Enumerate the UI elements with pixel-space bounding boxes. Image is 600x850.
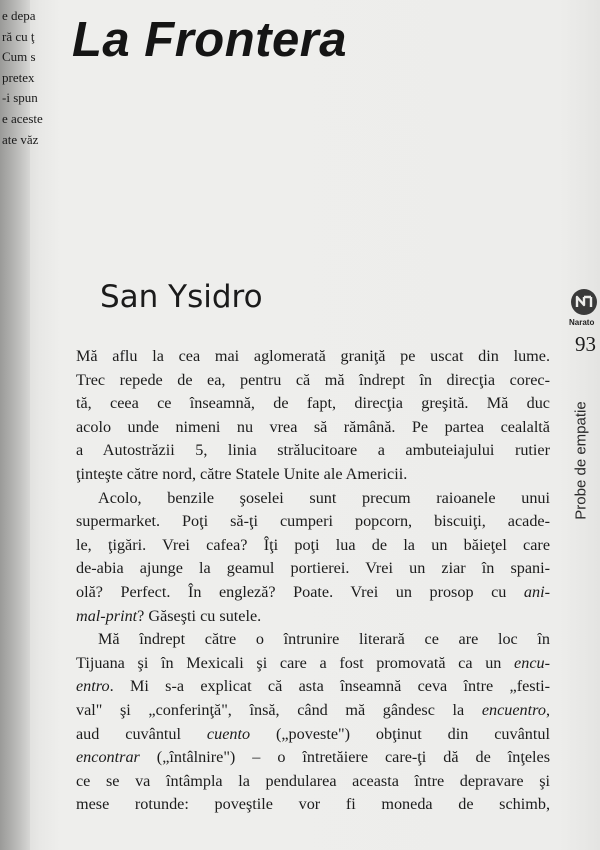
section-title: San Ysidro xyxy=(100,279,263,315)
text-line: ţinteşte către nord, către Statele Unite ale Americii. xyxy=(76,464,408,483)
text-line: mal-print? Găseşti cu sutele. xyxy=(76,606,262,625)
page-number: 93 xyxy=(575,332,596,356)
text-line: le, ţigări. Vrei cafea? Îţi poţi lua de la un băieţel care xyxy=(76,535,550,554)
previous-page-fragment: ră cu ţ xyxy=(2,28,35,44)
text-line: acolo unde nimeni nu vrea să rămână. Pe partea cealaltă xyxy=(76,417,550,436)
text-line: aud cuvântul cuento („poveste") obţinut din cuvântul xyxy=(76,724,550,743)
text-line: tă, ceea ce înseamnă, de fapt, direcţia greşită. Mă duc xyxy=(76,394,550,413)
text-line: Mă îndrept către o întrunire literară ce are loc în xyxy=(98,630,550,649)
previous-page-text-fragments xyxy=(0,0,43,150)
chapter-title: La Frontera xyxy=(72,13,348,67)
previous-page-fragment: e aceste xyxy=(2,110,43,126)
text-line: ce se va întâmpla la pendularea aceasta între depravare şi xyxy=(76,771,550,790)
text-line: olă? Perfect. În engleză? Poate. Vrei un prosop cu ani- xyxy=(76,582,550,601)
previous-page-fragment: e depa xyxy=(2,8,36,23)
text-line: Trec repede de ea, pentru că mă îndrept în direcţia corec- xyxy=(76,370,550,389)
text-line: Tijuana şi în Mexicali şi care a fost promovată ca un encu- xyxy=(76,653,550,672)
narator-logo-icon xyxy=(569,287,599,317)
publisher-label: Narato xyxy=(569,318,595,327)
text-line: de-abia ajunge la geamul portierei. Vrei un ziar în spani- xyxy=(76,559,550,578)
previous-page-fragment: Cum s xyxy=(2,49,36,65)
text-line: a Autostrăzii 5, linia strălucitoare a ambuteiajului rutier xyxy=(76,441,550,460)
running-head: Probe de empatie xyxy=(572,401,590,520)
text-line: supermarket. Poţi să-ţi cumperi popcorn, biscuiţi, acade- xyxy=(76,512,550,531)
text-line: encontrar („întâlnire") – o întretăiere care-ţi dă de înţeles xyxy=(76,748,550,767)
body-text xyxy=(76,345,550,817)
text-line: Acolo, benzile şoselei sunt precum raioanele unui xyxy=(98,488,550,507)
text-line: mese rotunde: poveştile vor fi moneda de schimb, xyxy=(76,795,550,814)
previous-page-fragment: -i spun xyxy=(2,90,38,106)
previous-page-edge xyxy=(0,0,43,850)
text-line: entro. Mi s-a explicat că asta înseamnă ceva între „festi- xyxy=(76,677,550,696)
previous-page-fragment: ate văz xyxy=(2,131,39,147)
text-line: val" şi „conferinţă", însă, când mă gândesc la encuentro, xyxy=(76,700,550,719)
text-line: Mă aflu la cea mai aglomerată graniţă pe uscat din lume. xyxy=(76,347,550,365)
previous-page-fragment: pretex xyxy=(2,69,35,85)
